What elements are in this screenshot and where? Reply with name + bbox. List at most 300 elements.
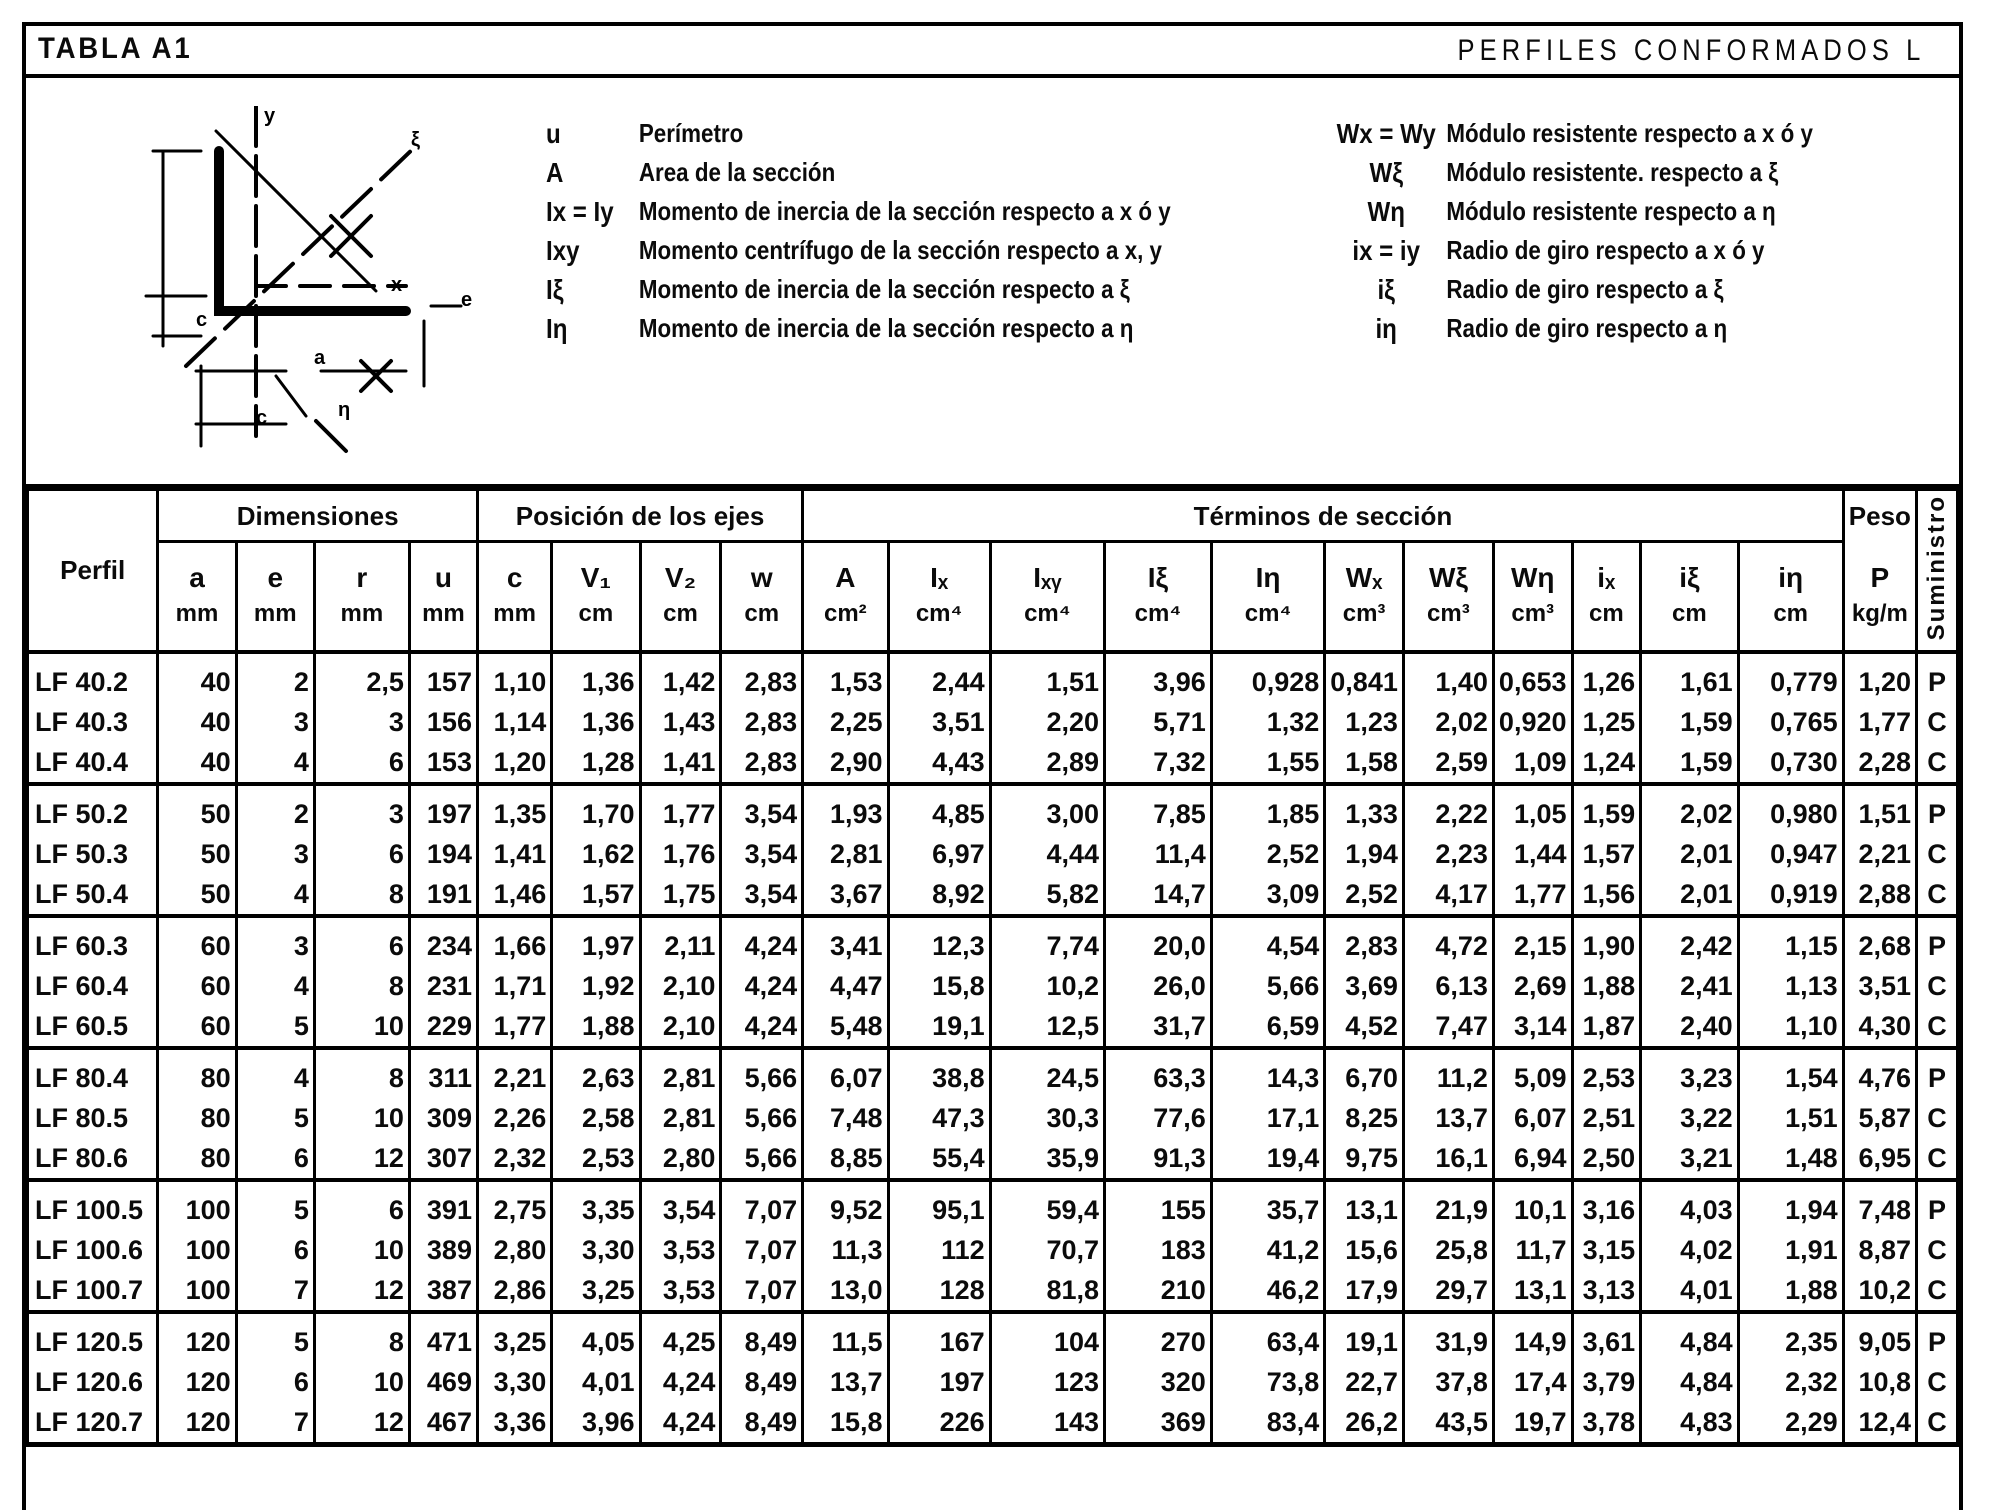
cell-weta: 14,9	[1493, 1312, 1572, 1362]
cell-a: 1,93	[803, 784, 888, 834]
cell-weta: 19,7	[1493, 1402, 1572, 1445]
cell-ieta: 1,94	[1738, 1180, 1843, 1230]
cell-a: 80	[158, 1138, 236, 1180]
col-ix-radius: iₓ cm	[1572, 542, 1641, 652]
cell-v1: 3,25	[552, 1270, 640, 1312]
cell-wxi: 21,9	[1403, 1180, 1493, 1230]
cell-a: 60	[158, 1006, 236, 1048]
cell-r: 3	[314, 702, 409, 742]
cell-u: 156	[409, 702, 477, 742]
legend-item: Iξ Momento de inercia de la sección respecto a ξ	[546, 274, 1130, 305]
cell-wx: 9,75	[1325, 1138, 1404, 1180]
cell-sum: C	[1917, 1230, 1958, 1270]
cell-r: 3	[314, 784, 409, 834]
cell-v2: 2,80	[640, 1138, 721, 1180]
header-peso: Peso	[1843, 490, 1916, 542]
cell-a: 8,85	[803, 1138, 888, 1180]
cell-ix: 8,92	[888, 874, 990, 916]
cell-weta: 5,09	[1493, 1048, 1572, 1098]
cell-ieta: 5,66	[1211, 966, 1324, 1006]
cell-u: 391	[409, 1180, 477, 1230]
cell-c: 2,75	[477, 1180, 551, 1230]
cell-v2: 1,75	[640, 874, 721, 916]
legend-item: Wη Módulo resistente respecto a η	[1367, 196, 1776, 227]
cell-perfil: LF 50.3	[28, 834, 158, 874]
col-area: A cm²	[803, 542, 888, 652]
cell-w: 3,54	[721, 784, 803, 834]
cell-ixi: 31,7	[1105, 1006, 1212, 1048]
cell-p: 4,30	[1843, 1006, 1916, 1048]
cell-a: 9,52	[803, 1180, 888, 1230]
cell-ixy: 24,5	[990, 1048, 1104, 1098]
cell-u: 153	[409, 742, 477, 784]
cell-sum: P	[1917, 1048, 1958, 1098]
cell-ix: 6,97	[888, 834, 990, 874]
cell-ixy: 3,00	[990, 784, 1104, 834]
cell-a: 5,48	[803, 1006, 888, 1048]
cell-a: 40	[158, 702, 236, 742]
cell-ixy: 104	[990, 1312, 1104, 1362]
cell-a: 100	[158, 1270, 236, 1312]
cell-r: 10	[314, 1098, 409, 1138]
cell-wxi: 2,59	[1403, 742, 1493, 784]
cell-wxi: 2,22	[1403, 784, 1493, 834]
cell-v1: 1,97	[552, 916, 640, 966]
cell-a: 2,25	[803, 702, 888, 742]
cell-ix: 226	[888, 1402, 990, 1445]
cell-u: 157	[409, 652, 477, 702]
cell-ixi: 3,21	[1641, 1138, 1739, 1180]
table-row	[28, 916, 1958, 966]
cell-sum: P	[1917, 652, 1958, 702]
cell-ix: 38,8	[888, 1048, 990, 1098]
cell-perfil: LF 40.4	[28, 742, 158, 784]
svg-text:η: η	[338, 399, 351, 421]
cell-wxi: 4,72	[1403, 916, 1493, 966]
cell-ix: 2,44	[888, 652, 990, 702]
cell-u: 229	[409, 1006, 477, 1048]
cell-wxi: 1,40	[1403, 652, 1493, 702]
cell-a: 100	[158, 1180, 236, 1230]
cell-v1: 2,63	[552, 1048, 640, 1098]
cell-weta: 1,77	[1493, 874, 1572, 916]
cell-sum: C	[1917, 834, 1958, 874]
svg-text:x: x	[391, 274, 403, 296]
legend-item: iξ Radio de giro respecto a ξ	[1377, 274, 1724, 305]
cell-ieta: 41,2	[1211, 1230, 1324, 1270]
legend-left	[546, 118, 1272, 352]
cell-r: 6	[314, 742, 409, 784]
cell-v1: 1,88	[552, 1006, 640, 1048]
cell-sum: C	[1917, 1006, 1958, 1048]
cell-perfil: LF 40.3	[28, 702, 158, 742]
header-perfil: Perfil	[28, 490, 158, 652]
cell-ieta: 1,13	[1738, 966, 1843, 1006]
cell-e: 4	[236, 874, 314, 916]
cell-w: 5,66	[721, 1098, 803, 1138]
cell-ieta: 1,88	[1738, 1270, 1843, 1312]
cell-ixi: 1,61	[1641, 652, 1739, 702]
cell-v1: 3,35	[552, 1180, 640, 1230]
cell-a: 60	[158, 916, 236, 966]
cell-p: 6,95	[1843, 1138, 1916, 1180]
cell-ixi: 183	[1105, 1230, 1212, 1270]
cell-a: 13,0	[803, 1270, 888, 1312]
cell-sum: C	[1917, 1098, 1958, 1138]
cell-e: 2	[236, 784, 314, 834]
cell-a: 6,07	[803, 1048, 888, 1098]
table-row	[28, 742, 1958, 784]
cell-ixy: 4,44	[990, 834, 1104, 874]
cell-ixi: 369	[1105, 1402, 1212, 1445]
cell-perfil: LF 100.6	[28, 1230, 158, 1270]
cell-c: 2,32	[477, 1138, 551, 1180]
cell-v1: 2,53	[552, 1138, 640, 1180]
cell-wxi: 2,23	[1403, 834, 1493, 874]
svg-text:e: e	[461, 289, 473, 311]
cell-ixy: 10,2	[990, 966, 1104, 1006]
cell-wx: 1,58	[1325, 742, 1404, 784]
cell-ixi: 320	[1105, 1362, 1212, 1402]
table-row	[28, 966, 1958, 1006]
cell-ix: 15,8	[888, 966, 990, 1006]
cell-v2: 1,77	[640, 784, 721, 834]
cell-a: 7,48	[803, 1098, 888, 1138]
cell-ieta: 2,52	[1211, 834, 1324, 874]
cell-v1: 1,57	[552, 874, 640, 916]
cell-a: 120	[158, 1402, 236, 1445]
col-r: r mm	[314, 542, 409, 652]
cell-u: 467	[409, 1402, 477, 1445]
cell-v2: 1,42	[640, 652, 721, 702]
cell-w: 8,49	[721, 1402, 803, 1445]
cell-weta: 3,14	[1493, 1006, 1572, 1048]
table-row	[28, 1312, 1958, 1362]
cell-sum: C	[1917, 966, 1958, 1006]
cell-ieta: 0,928	[1211, 652, 1324, 702]
cell-wxi: 2,02	[1403, 702, 1493, 742]
cell-weta: 6,07	[1493, 1098, 1572, 1138]
cell-e: 5	[236, 1180, 314, 1230]
cell-weta: 1,05	[1493, 784, 1572, 834]
cell-c: 2,21	[477, 1048, 551, 1098]
cell-ixi: 63,3	[1105, 1048, 1212, 1098]
cell-ixi: 3,23	[1641, 1048, 1739, 1098]
cell-a: 40	[158, 652, 236, 702]
cell-a: 1,53	[803, 652, 888, 702]
cell-ix: 3,78	[1572, 1402, 1641, 1445]
cell-wxi: 11,2	[1403, 1048, 1493, 1098]
cell-u: 469	[409, 1362, 477, 1402]
cell-u: 234	[409, 916, 477, 966]
cell-ieta: 1,15	[1738, 916, 1843, 966]
cell-v2: 1,41	[640, 742, 721, 784]
cell-ix: 3,13	[1572, 1270, 1641, 1312]
cell-c: 2,86	[477, 1270, 551, 1312]
cell-w: 2,83	[721, 742, 803, 784]
cell-ixy: 59,4	[990, 1180, 1104, 1230]
cell-ixi: 2,40	[1641, 1006, 1739, 1048]
col-weta: Wη cm³	[1493, 542, 1572, 652]
cell-ieta: 83,4	[1211, 1402, 1324, 1445]
legend-item: ix = iy Radio de giro respecto a x ó y	[1352, 235, 1765, 266]
cell-ieta: 19,4	[1211, 1138, 1324, 1180]
cell-u: 194	[409, 834, 477, 874]
cell-r: 10	[314, 1362, 409, 1402]
cell-wx: 2,83	[1325, 916, 1404, 966]
cell-wxi: 29,7	[1403, 1270, 1493, 1312]
cell-weta: 2,69	[1493, 966, 1572, 1006]
angle-profile-diagram-icon	[106, 106, 486, 466]
cell-w: 8,49	[721, 1362, 803, 1402]
cell-wx: 26,2	[1325, 1402, 1404, 1445]
table-body	[28, 652, 1958, 1445]
cell-p: 7,48	[1843, 1180, 1916, 1230]
cell-wx: 15,6	[1325, 1230, 1404, 1270]
cell-wx: 22,7	[1325, 1362, 1404, 1402]
cell-ix: 1,90	[1572, 916, 1641, 966]
cell-r: 12	[314, 1138, 409, 1180]
cell-e: 6	[236, 1230, 314, 1270]
cell-a: 120	[158, 1312, 236, 1362]
cell-wx: 0,841	[1325, 652, 1404, 702]
header-posicion: Posición de los ejes	[477, 490, 802, 542]
col-ixi-inertia: Iξ cm⁴	[1105, 542, 1212, 652]
cell-ixy: 7,74	[990, 916, 1104, 966]
cell-ieta: 4,54	[1211, 916, 1324, 966]
cell-c: 1,66	[477, 916, 551, 966]
table-row	[28, 1048, 1958, 1098]
cell-ix: 2,50	[1572, 1138, 1641, 1180]
cell-c: 1,41	[477, 834, 551, 874]
cell-ixi: 1,59	[1641, 742, 1739, 784]
cell-weta: 11,7	[1493, 1230, 1572, 1270]
cell-a: 50	[158, 784, 236, 834]
cell-weta: 1,09	[1493, 742, 1572, 784]
cell-ixi: 2,02	[1641, 784, 1739, 834]
cell-c: 1,20	[477, 742, 551, 784]
cell-ixi: 155	[1105, 1180, 1212, 1230]
cell-e: 2	[236, 652, 314, 702]
cell-p: 12,4	[1843, 1402, 1916, 1445]
table-row	[28, 1270, 1958, 1312]
cell-v2: 2,10	[640, 1006, 721, 1048]
col-u: u mm	[409, 542, 477, 652]
cell-ix: 47,3	[888, 1098, 990, 1138]
cell-v1: 1,28	[552, 742, 640, 784]
svg-text:c: c	[256, 407, 268, 429]
cell-c: 1,35	[477, 784, 551, 834]
cell-e: 4	[236, 1048, 314, 1098]
cell-perfil: LF 50.2	[28, 784, 158, 834]
table-row	[28, 1098, 1958, 1138]
cell-weta: 6,94	[1493, 1138, 1572, 1180]
col-peso: P kg/m	[1843, 542, 1916, 652]
cell-ieta: 1,10	[1738, 1006, 1843, 1048]
cell-ixi: 7,32	[1105, 742, 1212, 784]
cell-sum: C	[1917, 1138, 1958, 1180]
cell-ix: 1,26	[1572, 652, 1641, 702]
cell-ieta: 0,947	[1738, 834, 1843, 874]
cell-a: 3,41	[803, 916, 888, 966]
cell-v1: 3,30	[552, 1230, 640, 1270]
cell-ixy: 81,8	[990, 1270, 1104, 1312]
col-c: c mm	[477, 542, 551, 652]
cell-ieta: 1,48	[1738, 1138, 1843, 1180]
cell-wx: 1,23	[1325, 702, 1404, 742]
cell-perfil: LF 80.5	[28, 1098, 158, 1138]
cell-v2: 2,81	[640, 1098, 721, 1138]
cell-perfil: LF 60.3	[28, 916, 158, 966]
cell-e: 6	[236, 1362, 314, 1402]
cell-a: 80	[158, 1048, 236, 1098]
col-ixi-radius: iξ cm	[1641, 542, 1739, 652]
cell-v2: 3,53	[640, 1230, 721, 1270]
cell-ix: 197	[888, 1362, 990, 1402]
table-row	[28, 1006, 1958, 1048]
col-a: a mm	[158, 542, 236, 652]
cell-perfil: LF 120.7	[28, 1402, 158, 1445]
cell-a: 11,5	[803, 1312, 888, 1362]
legend-item: A Area de la sección	[546, 157, 836, 188]
cell-c: 1,14	[477, 702, 551, 742]
header-dimensiones: Dimensiones	[158, 490, 478, 542]
cell-sum: C	[1917, 1362, 1958, 1402]
cell-e: 5	[236, 1312, 314, 1362]
cell-e: 7	[236, 1270, 314, 1312]
cell-p: 3,51	[1843, 966, 1916, 1006]
cell-ix: 167	[888, 1312, 990, 1362]
cell-r: 8	[314, 1048, 409, 1098]
cell-c: 3,36	[477, 1402, 551, 1445]
cell-ixi: 4,01	[1641, 1270, 1739, 1312]
cell-ix: 95,1	[888, 1180, 990, 1230]
cell-p: 4,76	[1843, 1048, 1916, 1098]
cell-sum: C	[1917, 1270, 1958, 1312]
cell-v1: 2,58	[552, 1098, 640, 1138]
cell-ixi: 2,41	[1641, 966, 1739, 1006]
cell-v2: 1,43	[640, 702, 721, 742]
cell-wx: 4,52	[1325, 1006, 1404, 1048]
svg-text:c: c	[196, 309, 208, 331]
cell-w: 3,54	[721, 834, 803, 874]
table-row	[28, 1138, 1958, 1180]
cell-wx: 19,1	[1325, 1312, 1404, 1362]
legend-item: Wx = Wy Módulo resistente respecto a x ó y	[1336, 118, 1813, 149]
cell-perfil: LF 50.4	[28, 874, 158, 916]
table-row	[28, 874, 1958, 916]
cell-ix: 2,53	[1572, 1048, 1641, 1098]
cell-wxi: 16,1	[1403, 1138, 1493, 1180]
table-row	[28, 834, 1958, 874]
cell-wxi: 25,8	[1403, 1230, 1493, 1270]
cell-w: 2,83	[721, 652, 803, 702]
cell-ieta: 63,4	[1211, 1312, 1324, 1362]
cell-u: 231	[409, 966, 477, 1006]
cell-ieta: 0,779	[1738, 652, 1843, 702]
col-wx: Wₓ cm³	[1325, 542, 1404, 652]
cell-c: 2,80	[477, 1230, 551, 1270]
cell-ix: 3,16	[1572, 1180, 1641, 1230]
cell-weta: 13,1	[1493, 1270, 1572, 1312]
table-row	[28, 652, 1958, 702]
cell-a: 50	[158, 834, 236, 874]
cell-perfil: LF 60.4	[28, 966, 158, 1006]
cell-ieta: 2,29	[1738, 1402, 1843, 1445]
table-row	[28, 1362, 1958, 1402]
svg-text:ξ: ξ	[411, 129, 420, 151]
cell-wxi: 4,17	[1403, 874, 1493, 916]
legend-item: Wξ Módulo resistente. respecto a ξ	[1369, 157, 1779, 188]
cell-v2: 4,24	[640, 1402, 721, 1445]
cell-perfil: LF 80.6	[28, 1138, 158, 1180]
cell-e: 3	[236, 834, 314, 874]
cell-a: 4,47	[803, 966, 888, 1006]
cell-ix: 112	[888, 1230, 990, 1270]
cell-wx: 13,1	[1325, 1180, 1404, 1230]
cell-ix: 1,56	[1572, 874, 1641, 916]
cell-weta: 2,15	[1493, 916, 1572, 966]
cell-c: 2,26	[477, 1098, 551, 1138]
cell-ixy: 123	[990, 1362, 1104, 1402]
cell-ix: 3,51	[888, 702, 990, 742]
col-v2: V₂ cm	[640, 542, 721, 652]
cell-ix: 2,51	[1572, 1098, 1641, 1138]
cell-w: 5,66	[721, 1048, 803, 1098]
cell-ix: 3,61	[1572, 1312, 1641, 1362]
cell-ixi: 270	[1105, 1312, 1212, 1362]
cell-p: 8,87	[1843, 1230, 1916, 1270]
cell-sum: P	[1917, 784, 1958, 834]
cell-v2: 2,81	[640, 1048, 721, 1098]
cell-ieta: 1,51	[1738, 1098, 1843, 1138]
cell-ieta: 14,3	[1211, 1048, 1324, 1098]
cell-a: 3,67	[803, 874, 888, 916]
cell-wx: 17,9	[1325, 1270, 1404, 1312]
cell-ieta: 73,8	[1211, 1362, 1324, 1402]
cell-v2: 4,25	[640, 1312, 721, 1362]
cell-ieta: 2,32	[1738, 1362, 1843, 1402]
cell-ieta: 1,91	[1738, 1230, 1843, 1270]
cell-ieta: 1,32	[1211, 702, 1324, 742]
cell-weta: 10,1	[1493, 1180, 1572, 1230]
cell-p: 2,68	[1843, 916, 1916, 966]
cell-a: 80	[158, 1098, 236, 1138]
cell-u: 307	[409, 1138, 477, 1180]
cell-ixy: 5,82	[990, 874, 1104, 916]
cell-a: 100	[158, 1230, 236, 1270]
table-title: PERFILES CONFORMADOS L	[1457, 34, 1925, 67]
cell-ieta: 6,59	[1211, 1006, 1324, 1048]
legend-item: Iη Momento de inercia de la sección respecto a η	[546, 313, 1134, 344]
cell-r: 10	[314, 1006, 409, 1048]
cell-a: 40	[158, 742, 236, 784]
header-suministro: Suministro	[1917, 490, 1958, 652]
cell-p: 1,77	[1843, 702, 1916, 742]
cell-w: 7,07	[721, 1180, 803, 1230]
cell-u: 191	[409, 874, 477, 916]
cell-r: 8	[314, 966, 409, 1006]
cell-sum: C	[1917, 1402, 1958, 1445]
table-row	[28, 1402, 1958, 1445]
cell-wxi: 43,5	[1403, 1402, 1493, 1445]
cell-ix: 3,15	[1572, 1230, 1641, 1270]
cell-perfil: LF 100.5	[28, 1180, 158, 1230]
cell-c: 1,71	[477, 966, 551, 1006]
cell-ixi: 14,7	[1105, 874, 1212, 916]
cell-u: 311	[409, 1048, 477, 1098]
cell-ieta: 0,980	[1738, 784, 1843, 834]
